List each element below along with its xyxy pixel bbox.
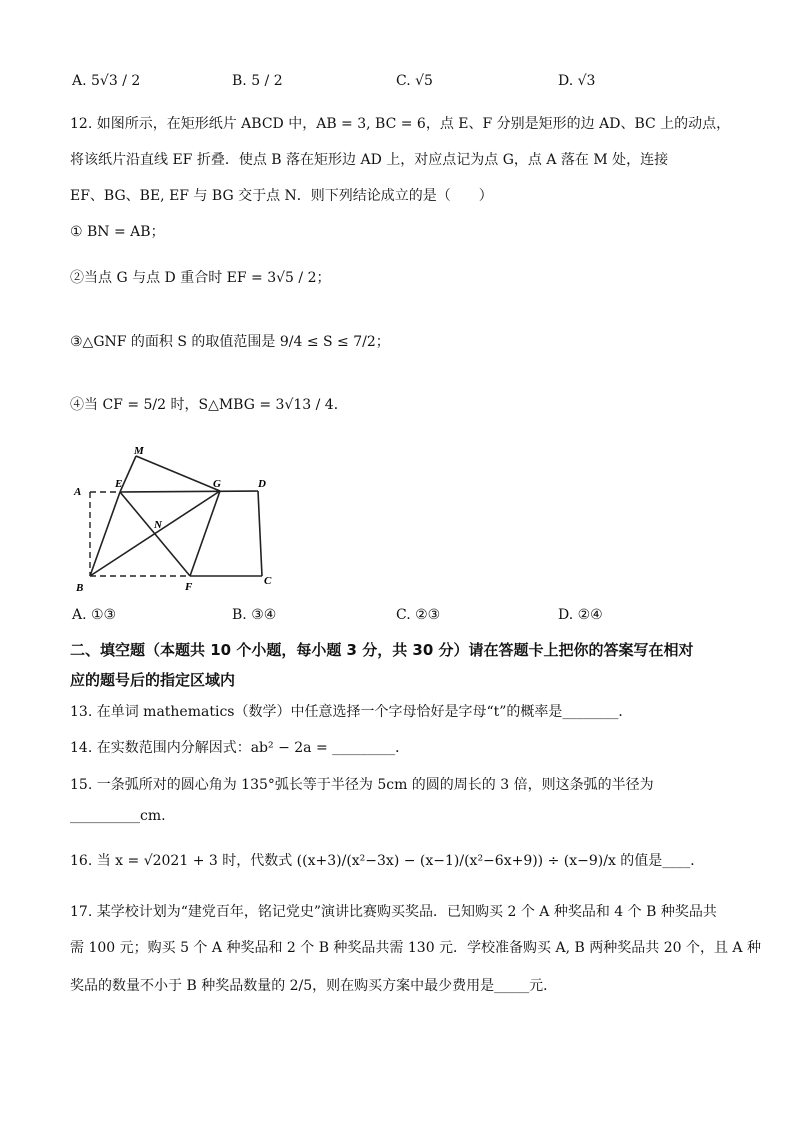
q15-line-1: 15. 一条弧所对的圆心角为 135°弧长等于半径为 5cm 的圆的周长的 3 倍，则这条弧的半径为 bbox=[70, 777, 654, 793]
q12-option-a: A. ①③ bbox=[72, 607, 117, 623]
q17-line-2: 需 100 元；购买 5 个 A 种奖品和 2 个 B 种奖品共需 130 元．学校准备购买 A, B 两种奖品共 20 个，且 A 种 bbox=[70, 940, 761, 956]
q12-option-c: C. ②③ bbox=[396, 607, 441, 623]
q12-stem-line-2: 将该纸片沿直线 EF 折叠．使点 B 落在矩形边 AD 上，对应点记为点 G，点 A 落在 M 处，连接 bbox=[70, 152, 669, 168]
edge-ed bbox=[120, 491, 258, 492]
edge-em bbox=[120, 456, 136, 492]
q12-option-b: B. ③④ bbox=[232, 607, 277, 623]
q12-stem-line-1: 12. 如图所示，在矩形纸片 ABCD 中，AB = 3, BC = 6，点 E、F 分别是矩形的边 AD、BC 上的动点， bbox=[70, 116, 731, 132]
edge-gf bbox=[190, 491, 220, 576]
edge-dc bbox=[258, 491, 262, 576]
q17-line-3: 奖品的数量不小于 B 种奖品数量的 2/5，则在购买方案中最少费用是_____元． bbox=[70, 978, 558, 994]
q12-geometry-figure bbox=[70, 443, 290, 593]
edge-ef bbox=[120, 492, 190, 576]
label-f: F bbox=[185, 581, 193, 593]
label-b: B bbox=[76, 582, 84, 593]
q16-text: 16. 当 x = √2021 + 3 时，代数式 ((x+3)/(x²−3x) − (x−1)/(x²−6x+9)) ÷ (x−9)/x 的值是____． bbox=[70, 853, 705, 869]
q12-conclusion-2: ②当点 G 与点 D 重合时 EF = 3√5 / 2； bbox=[70, 270, 331, 286]
q12-stem-line-3: EF、BG、BE, EF 与 BG 交于点 N．则下列结论成立的是（ ） bbox=[70, 188, 493, 204]
q15-line-2: __________cm. bbox=[70, 808, 166, 824]
label-a: A bbox=[74, 486, 82, 498]
q12-conclusion-3: ③△GNF 的面积 S 的取值范围是 9/4 ≤ S ≤ 7/2； bbox=[70, 334, 390, 350]
label-e: E bbox=[115, 478, 123, 490]
label-d: D bbox=[258, 478, 266, 490]
q11-option-d: D. √3 bbox=[558, 73, 596, 89]
label-g: G bbox=[213, 478, 221, 490]
q11-option-b: B. 5 / 2 bbox=[232, 73, 283, 89]
q13-text: 13. 在单词 mathematics（数学）中任意选择一个字母恰好是字母“t”的概率是________． bbox=[70, 704, 633, 720]
q11-option-c: C. √5 bbox=[396, 73, 433, 89]
q12-conclusion-1: ① BN = AB； bbox=[70, 224, 165, 240]
label-m: M bbox=[134, 445, 144, 457]
section-2-heading-line-2: 应的题号后的指定区域内 bbox=[70, 671, 236, 689]
q17-line-1: 17. 某学校计划为“建党百年，铭记党史”演讲比赛购买奖品．已知购买 2 个 A 种奖品和 4 个 B 种奖品共 bbox=[70, 904, 717, 920]
q14-text: 14. 在实数范围内分解因式：ab² − 2a = _________． bbox=[70, 740, 410, 756]
q12-conclusion-4: ④当 CF = 5/2 时，S△MBG = 3√13 / 4． bbox=[70, 397, 348, 413]
section-2-heading-line-1: 二、填空题（本题共 10 个小题，每小题 3 分，共 30 分）请在答题卡上把你的答案写在相对 bbox=[70, 641, 694, 659]
edge-mg bbox=[136, 456, 220, 491]
label-n: N bbox=[154, 519, 162, 531]
q12-option-d: D. ②④ bbox=[558, 607, 603, 623]
label-c: C bbox=[264, 575, 272, 587]
q11-option-a: A. 5√3 / 2 bbox=[72, 73, 141, 89]
edge-be bbox=[90, 492, 120, 576]
